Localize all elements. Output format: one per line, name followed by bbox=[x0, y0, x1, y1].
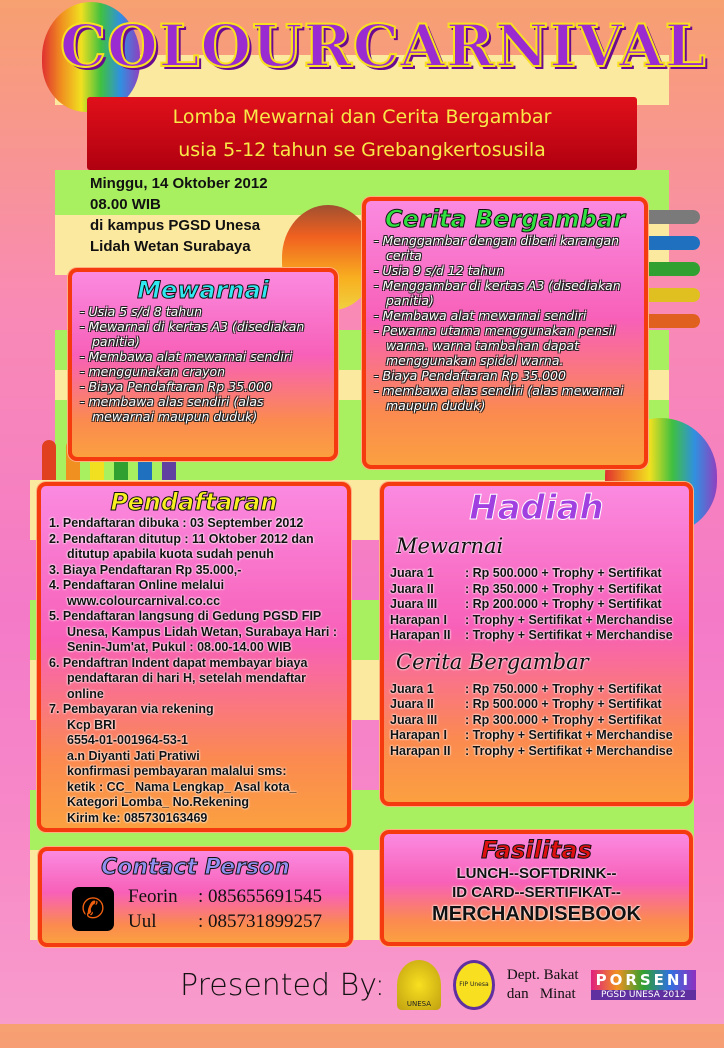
list-item: - Biaya Pendaftaran Rp 35.000 bbox=[374, 368, 566, 383]
prize-rank: Harapan II bbox=[390, 628, 451, 642]
list-item: - Menggambar di kertas A3 (disediakan panitia) bbox=[374, 278, 621, 308]
poster-title: COLOURCARNIVAL bbox=[60, 12, 707, 80]
prize-value: : Trophy + Sertifikat + Merchandise bbox=[465, 743, 673, 758]
prize-row bbox=[390, 613, 683, 629]
list-item: - Membawa alat mewarnai sendiri bbox=[80, 349, 293, 364]
crayon-icon bbox=[648, 236, 700, 250]
list-item: 1. Pendaftaran dibuka : 03 September 2012 bbox=[49, 516, 304, 530]
pendaftaran-box bbox=[37, 482, 351, 832]
crayon-icon bbox=[42, 440, 56, 480]
cerita-box bbox=[362, 197, 648, 469]
prize-row bbox=[390, 697, 683, 713]
cerita-list bbox=[372, 233, 638, 413]
contact-name: Uul bbox=[128, 911, 157, 932]
footer bbox=[180, 960, 696, 1010]
list-item: - Biaya Pendaftaran Rp 35.000 bbox=[80, 379, 272, 394]
list-item: - Usia 5 s/d 8 tahun bbox=[80, 304, 203, 319]
event-date: Minggu, 14 Oktober 2012 bbox=[90, 175, 268, 192]
prize-rank: Harapan I bbox=[390, 728, 447, 742]
list-item: - Mewarnai di kertas A3 (disediakan panitia) bbox=[80, 319, 305, 349]
contact-title: Contact Person bbox=[101, 855, 290, 880]
fasilitas-line: MERCHANDISEBOOK bbox=[432, 903, 641, 925]
contact-phone[interactable]: : 085655691545 bbox=[198, 886, 323, 907]
prize-value: : Trophy + Sertifikat + Merchandise bbox=[465, 728, 673, 742]
porseni-logo: PORSENI PGSD UNESA 2012 bbox=[591, 970, 696, 1000]
list-item: - Usia 9 s/d 12 tahun bbox=[374, 263, 505, 278]
hadiah-body bbox=[390, 534, 683, 759]
prize-rank: Juara 1 bbox=[390, 566, 434, 580]
crayon-icon bbox=[648, 314, 700, 328]
pendaftaran-title: Pendaftaran bbox=[110, 488, 278, 516]
prize-value: : Trophy + Sertifikat + Merchandise bbox=[465, 628, 673, 642]
cerita-title: Cerita Bergambar bbox=[385, 205, 625, 233]
prize-value: : Rp 500.000 + Trophy + Sertifikat bbox=[465, 566, 662, 580]
prize-rank: Harapan II bbox=[390, 743, 451, 758]
dept-label: Dept. Bakat bbox=[506, 967, 579, 983]
hadiah-box bbox=[380, 482, 693, 806]
rekening-line: konfirmasi pembayaran malalui sms: bbox=[67, 764, 287, 778]
hadiah-title: Hadiah bbox=[469, 488, 604, 528]
prize-section-title: Cerita Bergambar bbox=[396, 649, 589, 674]
fasilitas-box bbox=[380, 830, 693, 946]
pendaftaran-list bbox=[45, 516, 343, 826]
crayon-icon bbox=[648, 210, 700, 224]
event-place: Lidah Wetan Surabaya bbox=[90, 238, 251, 255]
mewarnai-list bbox=[78, 304, 328, 424]
event-time: 08.00 WIB bbox=[90, 196, 161, 213]
prize-value: : Rp 350.000 + Trophy + Sertifikat bbox=[465, 581, 662, 596]
prize-value: : Rp 300.000 + Trophy + Sertifikat bbox=[465, 712, 662, 727]
prize-rank: Juara III bbox=[390, 712, 438, 727]
list-item: 3. Biaya Pendaftaran Rp 35.000,- bbox=[49, 562, 242, 577]
list-item: - menggunakan crayon bbox=[80, 364, 226, 379]
event-place: di kampus PGSD Unesa bbox=[90, 217, 261, 234]
contact-phone[interactable]: : 085731899257 bbox=[198, 911, 323, 932]
prize-value: : Rp 750.000 + Trophy + Sertifikat bbox=[465, 681, 662, 696]
subtitle-banner bbox=[87, 97, 637, 170]
banner-line: usia 5-12 tahun se Grebangkertosusila bbox=[178, 139, 546, 161]
list-item: - membawa alas sendiri (alas mewarnai maupun duduk) bbox=[374, 383, 624, 413]
prize-row bbox=[390, 628, 683, 644]
prize-rank: Juara 1 bbox=[390, 681, 434, 696]
phone-icon: ✆ bbox=[72, 887, 114, 931]
unesa-logo: UNESA bbox=[397, 960, 441, 1010]
presented-by: Presented By: bbox=[180, 967, 385, 1003]
prize-rank: Juara II bbox=[390, 581, 434, 596]
prize-section-title: Mewarnai bbox=[396, 534, 504, 558]
rekening-line: a.n Diyanti Jati Pratiwi bbox=[67, 748, 200, 763]
event-info bbox=[90, 173, 268, 257]
contact-name: Feorin bbox=[128, 886, 178, 907]
mewarnai-box bbox=[68, 268, 338, 461]
fip-logo: FIP Unesa bbox=[453, 960, 495, 1010]
list-item: 4. Pendaftaran Online melalui www.colourcarnival.co.cc bbox=[49, 578, 225, 608]
prize-value: : Rp 500.000 + Trophy + Sertifikat bbox=[465, 697, 662, 711]
rekening-line: Kcp BRI bbox=[67, 717, 116, 732]
list-item: - Pewarna utama menggunakan pensil warna. warna tambahan dapat menggunakan spidol warna. bbox=[374, 323, 616, 368]
mewarnai-title: Mewarnai bbox=[137, 276, 269, 304]
prize-row bbox=[390, 566, 683, 582]
prize-rank: Harapan I bbox=[390, 612, 447, 627]
list-item: 7. Pembayaran via rekening bbox=[49, 702, 214, 716]
prize-value: : Rp 200.000 + Trophy + Sertifikat bbox=[465, 597, 662, 611]
prize-row bbox=[390, 682, 683, 698]
list-item: - Menggambar dengan diberi karangan cerita bbox=[374, 233, 620, 263]
prize-row bbox=[390, 582, 683, 598]
list-item: 6. Pendaftran Indent dapat membayar biaya pendaftaran di hari H, setelah mendaftar online bbox=[49, 655, 308, 701]
crayon-icon bbox=[648, 262, 700, 276]
list-item: - Membawa alat mewarnai sendiri bbox=[374, 308, 587, 323]
fasilitas-title: Fasilitas bbox=[481, 836, 592, 864]
prize-row bbox=[390, 597, 683, 613]
prize-row bbox=[390, 713, 683, 729]
banner-line: Lomba Mewarnai dan Cerita Bergambar bbox=[172, 106, 552, 128]
crayon-icon bbox=[648, 288, 700, 302]
fasilitas-line: LUNCH--SOFTDRINK-- bbox=[456, 865, 617, 882]
rekening-line: ketik : CC_ Nama Lengkap_ Asal kota_ bbox=[67, 779, 297, 794]
prize-row bbox=[390, 744, 683, 760]
prize-rank: Juara II bbox=[390, 697, 434, 711]
fasilitas-line: ID CARD--SERTIFIKAT-- bbox=[452, 884, 621, 901]
list-item: 2. Pendaftaran ditutup : 11 Oktober 2012 dan ditutup apabila kuota sudah penuh bbox=[49, 531, 314, 561]
list-item: 5. Pendaftaran langsung di Gedung PGSD FIP Unesa, Kampus Lidah Wetan, Surabaya Hari : Senin-Jum'at, Pukul : 08.00-14.00 WIB bbox=[49, 609, 337, 654]
dept-label: dan Minat bbox=[506, 986, 576, 1002]
list-item: - membawa alas sendiri (alas mewarnai maupun duduk) bbox=[80, 394, 264, 424]
rekening-line: 6554-01-001964-53-1 bbox=[67, 733, 188, 747]
rekening-line: Kategori Lomba_ No.Rekening bbox=[67, 795, 249, 809]
prize-value: : Trophy + Sertifikat + Merchandise bbox=[465, 612, 673, 627]
contact-box bbox=[38, 847, 353, 947]
rekening-line: Kirim ke: 085730163469 bbox=[67, 810, 208, 825]
prize-rank: Juara III bbox=[390, 597, 438, 611]
prize-row bbox=[390, 728, 683, 744]
